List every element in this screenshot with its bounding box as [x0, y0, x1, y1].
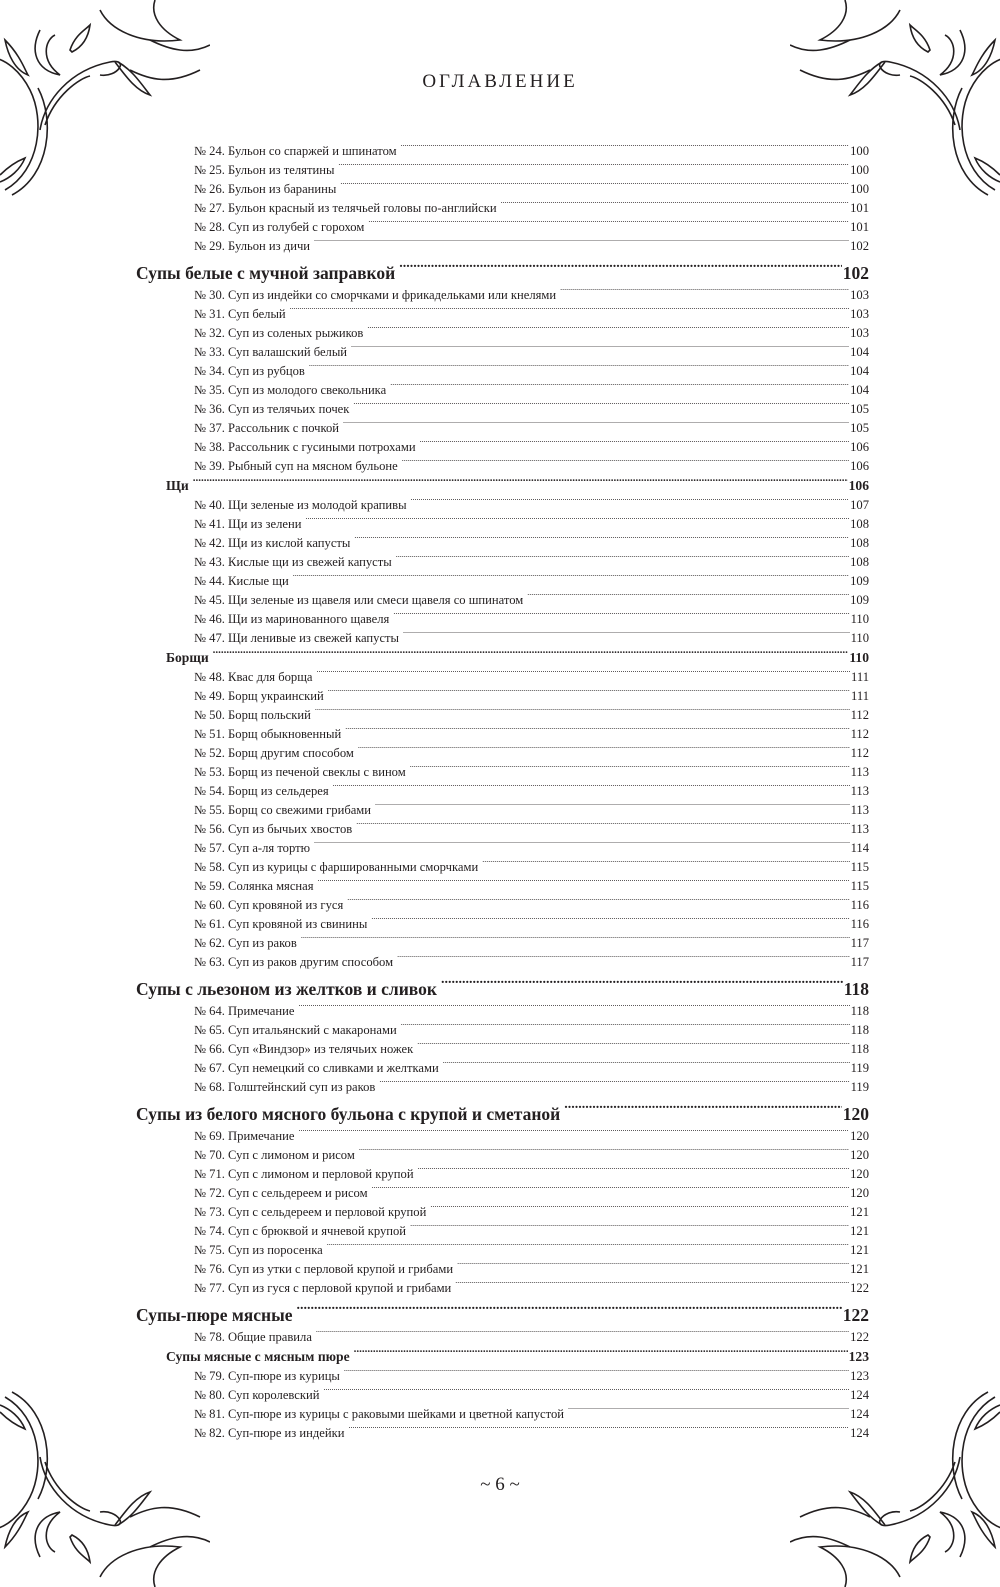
toc-row-page-number: 124 [850, 1407, 869, 1421]
toc-subsection-heading[interactable] [136, 476, 869, 496]
dot-leader [560, 286, 849, 299]
dot-leader [349, 1424, 850, 1437]
toc-row-page-number: 120 [850, 1129, 869, 1143]
toc-row-label: Супы белые с мучной заправкой [136, 263, 396, 283]
toc-entry[interactable] [136, 839, 869, 858]
toc-entry[interactable] [136, 896, 869, 915]
toc-entry[interactable] [136, 457, 869, 476]
toc-row-label: № 49. Борщ украинский [194, 689, 324, 703]
toc-entry[interactable] [136, 1241, 869, 1260]
toc-entry[interactable] [136, 343, 869, 362]
dot-leader [298, 1002, 849, 1015]
toc-row-label: № 72. Суп с сельдереем и рисом [194, 1186, 368, 1200]
dot-leader [315, 706, 850, 719]
toc-row-label: № 50. Борщ польский [194, 708, 311, 722]
dot-leader [379, 1078, 849, 1091]
toc-row-label: № 38. Рассольник с гусиными потрохами [194, 440, 416, 454]
toc-row-page-number: 102 [850, 239, 869, 253]
toc-row-label: № 31. Суп белый [194, 307, 286, 321]
toc-row-page-number: 115 [850, 860, 869, 874]
dot-leader [297, 1304, 842, 1322]
toc-row-page-number: 117 [850, 936, 869, 950]
toc-row-label: № 78. Общие правила [194, 1330, 312, 1344]
toc-entry[interactable] [136, 1127, 869, 1146]
toc-entry[interactable] [136, 142, 869, 161]
dot-leader [411, 496, 850, 509]
toc-entry[interactable] [136, 706, 869, 725]
toc-row-page-number: 116 [850, 898, 869, 912]
dot-leader [501, 199, 849, 212]
toc-entry[interactable] [136, 237, 869, 256]
dot-leader [401, 1021, 850, 1034]
toc-row-label: № 27. Бульон красный из телячьей головы по-английски [194, 201, 497, 215]
toc-row-page-number: 112 [850, 746, 869, 760]
toc-row-label: № 36. Суп из телячьих почек [194, 402, 350, 416]
toc-row-label: № 56. Суп из бычьих хвостов [194, 822, 353, 836]
toc-row-label: № 48. Квас для борща [194, 670, 313, 684]
toc-row-label: № 61. Суп кровяной из свинины [194, 917, 368, 931]
toc-entry[interactable] [136, 801, 869, 820]
toc-row-label: № 73. Суп с сельдереем и перловой крупой [194, 1205, 427, 1219]
toc-row-label: № 62. Суп из раков [194, 936, 297, 950]
toc-row-label: № 33. Суп валашский белый [194, 345, 348, 359]
toc-row-page-number: 121 [850, 1243, 869, 1257]
dot-leader [301, 934, 850, 947]
toc-subsection-heading[interactable] [136, 648, 869, 668]
toc-row-label: № 28. Суп из голубей с горохом [194, 220, 365, 234]
toc-row-page-number: 105 [850, 402, 869, 416]
toc-row-page-number: 103 [850, 326, 869, 340]
dot-leader [323, 1386, 849, 1399]
dot-leader [343, 419, 849, 432]
dot-leader [347, 896, 849, 909]
toc-row-page-number: 121 [850, 1205, 869, 1219]
toc-row-page-number: 108 [850, 517, 869, 531]
toc-row-page-number: 108 [850, 555, 869, 569]
toc-row-label: № 53. Борщ из печеной свеклы с вином [194, 765, 406, 779]
toc-row-page-number: 106 [850, 459, 869, 473]
toc-row-page-number: 120 [850, 1148, 869, 1162]
toc-row-page-number: 101 [850, 201, 869, 215]
toc-row-label: № 82. Суп-пюре из индейки [194, 1426, 345, 1440]
toc-entry[interactable] [136, 782, 869, 801]
toc-row-label: № 35. Суп из молодого свекольника [194, 383, 387, 397]
toc-entry[interactable] [136, 438, 869, 457]
dot-leader [443, 1059, 850, 1072]
toc-row-label: Борщи [166, 650, 209, 665]
dot-leader [397, 953, 849, 966]
toc-row-label: № 75. Суп из поросенка [194, 1243, 323, 1257]
dot-leader [482, 858, 849, 871]
toc-row-page-number: 113 [850, 803, 869, 817]
toc-row-page-number: 100 [850, 163, 869, 177]
toc-row-page-number: 110 [849, 650, 869, 665]
toc-row-page-number: 111 [851, 670, 869, 684]
toc-entry[interactable] [136, 1002, 869, 1021]
dot-leader [402, 457, 849, 470]
toc-row-label: № 64. Примечание [194, 1004, 295, 1018]
toc-row-label: № 29. Бульон из дичи [194, 239, 311, 253]
toc-row-label: № 45. Щи зеленые из щавеля или смеси щавеля со шпинатом [194, 593, 524, 607]
dot-leader [327, 1241, 849, 1254]
toc-section-heading[interactable] [136, 1302, 869, 1328]
toc-row-label: № 69. Примечание [194, 1129, 295, 1143]
toc-entry[interactable] [136, 534, 869, 553]
toc-entry[interactable] [136, 161, 869, 180]
toc-entry[interactable] [136, 1078, 869, 1097]
toc-row-page-number: 121 [850, 1224, 869, 1238]
dot-leader [344, 1367, 849, 1380]
toc-row-page-number: 124 [850, 1388, 869, 1402]
toc-entry[interactable] [136, 419, 869, 438]
dot-leader [359, 1146, 849, 1159]
toc-entry[interactable] [136, 668, 869, 687]
dot-leader [298, 1127, 849, 1140]
dot-leader [527, 591, 849, 604]
dot-leader [193, 476, 848, 490]
toc-row-page-number: 110 [850, 631, 869, 645]
toc-entry[interactable] [136, 553, 869, 572]
toc-row-page-number: 104 [850, 345, 869, 359]
toc-row-label: № 32. Суп из соленых рыжиков [194, 326, 364, 340]
toc-row-page-number: 115 [850, 879, 869, 893]
toc-entry[interactable] [136, 1146, 869, 1165]
toc-row-label: № 80. Суп королевский [194, 1388, 320, 1402]
dot-leader [390, 381, 849, 394]
toc-row-page-number: 121 [850, 1262, 869, 1276]
toc-row-page-number: 122 [842, 1305, 869, 1325]
toc-row-page-number: 118 [850, 1023, 869, 1037]
toc-row-label: № 30. Суп из индейки со сморчками и фрикадельками или кнелями [194, 288, 557, 302]
dot-leader [375, 801, 850, 814]
toc-row-label: № 43. Кислые щи из свежей капусты [194, 555, 392, 569]
toc-row-page-number: 122 [850, 1281, 869, 1295]
toc-entry[interactable] [136, 286, 869, 305]
dot-leader [403, 629, 850, 642]
toc-row-label: № 24. Бульон со спаржей и шпинатом [194, 144, 397, 158]
dot-leader [290, 305, 849, 318]
toc-entry[interactable] [136, 496, 869, 515]
toc-section-heading[interactable] [136, 260, 869, 286]
toc-row-label: № 66. Суп «Виндзор» из телячьих ножек [194, 1042, 414, 1056]
dot-leader [358, 744, 850, 757]
toc-entry[interactable] [136, 1405, 869, 1424]
dot-leader [333, 782, 850, 795]
toc-entry[interactable] [136, 610, 869, 629]
toc-row-label: Супы мясные с мясным пюре [166, 1349, 350, 1364]
toc-entry[interactable] [136, 381, 869, 400]
toc-row-page-number: 119 [850, 1061, 869, 1075]
toc-row-page-number: 109 [850, 593, 869, 607]
toc-row-label: № 68. Голштейнский суп из раков [194, 1080, 376, 1094]
dot-leader [420, 438, 850, 451]
toc-row-page-number: 117 [850, 955, 869, 969]
dot-leader [318, 877, 850, 890]
toc-entry[interactable] [136, 400, 869, 419]
dot-leader [356, 820, 849, 833]
toc-row-label: № 37. Рассольник с почкой [194, 421, 340, 435]
dot-leader [367, 324, 849, 337]
toc-entry[interactable] [136, 725, 869, 744]
toc-row-label: Супы с льезоном из желтков и сливок [136, 979, 437, 999]
toc-entry[interactable] [136, 953, 869, 972]
toc-row-label: № 44. Кислые щи [194, 574, 289, 588]
toc-row-label: № 25. Бульон из телятины [194, 163, 335, 177]
dot-leader [293, 572, 849, 585]
toc-entry[interactable] [136, 180, 869, 199]
dot-leader [401, 142, 849, 155]
toc-row-page-number: 114 [850, 841, 869, 855]
dot-leader [418, 1165, 850, 1178]
toc-row-page-number: 106 [848, 478, 869, 493]
toc-entry[interactable] [136, 1260, 869, 1279]
toc-row-label: № 42. Щи из кислой капусты [194, 536, 351, 550]
dot-leader [354, 1347, 848, 1361]
dot-leader [309, 362, 849, 375]
toc-entry[interactable] [136, 572, 869, 591]
toc-row-label: № 26. Бульон из баранины [194, 182, 337, 196]
toc-row-label: № 74. Суп с брюквой и ячневой крупой [194, 1224, 407, 1238]
toc-row-page-number: 124 [850, 1426, 869, 1440]
toc-row-label: Супы-пюре мясные [136, 1305, 293, 1325]
toc-row-page-number: 105 [850, 421, 869, 435]
toc-entry[interactable] [136, 1279, 869, 1298]
toc-row-page-number: 112 [850, 708, 869, 722]
dot-leader [353, 400, 849, 413]
toc-section-heading[interactable] [136, 976, 869, 1002]
toc-entry[interactable] [136, 1328, 869, 1347]
dot-leader [372, 1184, 850, 1197]
toc-row-label: № 81. Суп-пюре из курицы с раковыми шейками и цветной капустой [194, 1407, 564, 1421]
dot-leader [417, 1040, 849, 1053]
dot-leader [338, 161, 849, 174]
toc-row-page-number: 119 [850, 1080, 869, 1094]
toc-row-label: № 59. Солянка мясная [194, 879, 314, 893]
toc-entry[interactable] [136, 820, 869, 839]
toc-row-label: № 76. Суп из утки с перловой крупой и грибами [194, 1262, 454, 1276]
toc-entry[interactable] [136, 1184, 869, 1203]
toc-row-page-number: 118 [850, 1004, 869, 1018]
toc-entry[interactable] [136, 324, 869, 343]
dot-leader [441, 978, 843, 996]
dot-leader [457, 1260, 849, 1273]
dot-leader [410, 763, 850, 776]
toc-entry[interactable] [136, 687, 869, 706]
toc-entry[interactable] [136, 915, 869, 934]
dot-leader [314, 237, 849, 250]
dot-leader [564, 1103, 841, 1121]
dot-leader [328, 687, 850, 700]
toc-entry[interactable] [136, 515, 869, 534]
toc-entry[interactable] [136, 199, 869, 218]
toc-row-page-number: 108 [850, 536, 869, 550]
toc-entry[interactable] [136, 1165, 869, 1184]
toc-row-label: № 70. Суп с лимоном и рисом [194, 1148, 355, 1162]
toc-entry[interactable] [136, 763, 869, 782]
toc-row-page-number: 110 [850, 612, 869, 626]
toc-row-page-number: 104 [850, 364, 869, 378]
toc-row-label: № 67. Суп немецкий со сливками и желтками [194, 1061, 439, 1075]
toc-row-page-number: 120 [842, 1104, 869, 1124]
toc-row-page-number: 113 [850, 784, 869, 798]
dot-leader [393, 610, 849, 623]
dot-leader [371, 915, 849, 928]
dot-leader [213, 648, 849, 662]
toc-entry[interactable] [136, 1203, 869, 1222]
dot-leader [354, 534, 849, 547]
toc-row-page-number: 122 [850, 1330, 869, 1344]
dot-leader [396, 553, 849, 566]
toc-entry[interactable] [136, 218, 869, 237]
toc-row-label: № 40. Щи зеленые из молодой крапивы [194, 498, 407, 512]
toc-entry[interactable] [136, 305, 869, 324]
page-number-footer: ~ 6 ~ [480, 1474, 520, 1495]
toc-entry[interactable] [136, 1059, 869, 1078]
toc-row-page-number: 103 [850, 288, 869, 302]
toc-row-label: № 52. Борщ другим способом [194, 746, 354, 760]
toc-row-page-number: 118 [843, 979, 869, 999]
toc-entry[interactable] [136, 591, 869, 610]
toc-row-page-number: 101 [850, 220, 869, 234]
dot-leader [399, 262, 842, 280]
toc-entry[interactable] [136, 877, 869, 896]
toc-subsection-heading[interactable] [136, 1347, 869, 1367]
toc-entry[interactable] [136, 934, 869, 953]
toc-entry[interactable] [136, 1424, 869, 1443]
toc-entry[interactable] [136, 1386, 869, 1405]
toc-row-label: № 71. Суп с лимоном и перловой крупой [194, 1167, 414, 1181]
toc-row-page-number: 112 [850, 727, 869, 741]
toc-section-heading[interactable] [136, 1101, 869, 1127]
toc-entry[interactable] [136, 744, 869, 763]
table-of-contents [136, 142, 869, 1443]
toc-row-label: № 63. Суп из раков другим способом [194, 955, 394, 969]
toc-row-label: Щи [166, 478, 189, 493]
toc-row-label: № 65. Суп итальянский с макаронами [194, 1023, 397, 1037]
toc-row-label: № 57. Суп а-ля тортю [194, 841, 311, 855]
toc-row-label: № 60. Суп кровяной из гуся [194, 898, 344, 912]
toc-entry[interactable] [136, 858, 869, 877]
toc-row-page-number: 113 [850, 822, 869, 836]
toc-row-label: Супы из белого мясного бульона с крупой и сметаной [136, 1104, 561, 1124]
toc-row-page-number: 103 [850, 307, 869, 321]
toc-entry[interactable] [136, 1367, 869, 1386]
toc-row-page-number: 104 [850, 383, 869, 397]
dot-leader [410, 1222, 849, 1235]
toc-row-page-number: 123 [848, 1349, 869, 1364]
toc-row-label: № 58. Суп из курицы с фаршированными сморчками [194, 860, 479, 874]
dot-leader [430, 1203, 849, 1216]
toc-entry[interactable] [136, 1040, 869, 1059]
toc-row-label: № 54. Борщ из сельдерея [194, 784, 329, 798]
dot-leader [568, 1405, 849, 1418]
dot-leader [314, 839, 850, 852]
toc-row-page-number: 118 [850, 1042, 869, 1056]
toc-entry[interactable] [136, 362, 869, 381]
toc-row-label: № 34. Суп из рубцов [194, 364, 305, 378]
toc-row-label: № 77. Суп из гуся с перловой крупой и грибами [194, 1281, 452, 1295]
toc-row-page-number: 107 [850, 498, 869, 512]
toc-entry[interactable] [136, 629, 869, 648]
page-title: ОГЛАВЛЕНИЕ [422, 71, 578, 92]
dot-leader [455, 1279, 849, 1292]
toc-row-page-number: 109 [850, 574, 869, 588]
dot-leader [316, 1328, 849, 1341]
dot-leader [351, 343, 849, 356]
dot-leader [317, 668, 851, 681]
dot-leader [368, 218, 849, 231]
toc-row-label: № 47. Щи ленивые из свежей капусты [194, 631, 400, 645]
toc-row-label: № 79. Суп-пюре из курицы [194, 1369, 340, 1383]
toc-row-label: № 51. Борщ обыкновенный [194, 727, 342, 741]
toc-row-page-number: 111 [851, 689, 869, 703]
toc-row-label: № 55. Борщ со свежими грибами [194, 803, 372, 817]
toc-row-page-number: 116 [850, 917, 869, 931]
toc-row-page-number: 120 [850, 1186, 869, 1200]
dot-leader [340, 180, 849, 193]
toc-row-page-number: 100 [850, 182, 869, 196]
toc-row-page-number: 123 [850, 1369, 869, 1383]
toc-row-label: № 41. Щи из зелени [194, 517, 302, 531]
toc-entry[interactable] [136, 1021, 869, 1040]
dot-leader [345, 725, 849, 738]
toc-row-label: № 46. Щи из маринованного щавеля [194, 612, 390, 626]
toc-row-page-number: 106 [850, 440, 869, 454]
toc-row-label: № 39. Рыбный суп на мясном бульоне [194, 459, 398, 473]
toc-row-page-number: 100 [850, 144, 869, 158]
toc-row-page-number: 102 [842, 263, 869, 283]
toc-row-page-number: 120 [850, 1167, 869, 1181]
toc-row-page-number: 113 [850, 765, 869, 779]
toc-entry[interactable] [136, 1222, 869, 1241]
dot-leader [305, 515, 849, 528]
